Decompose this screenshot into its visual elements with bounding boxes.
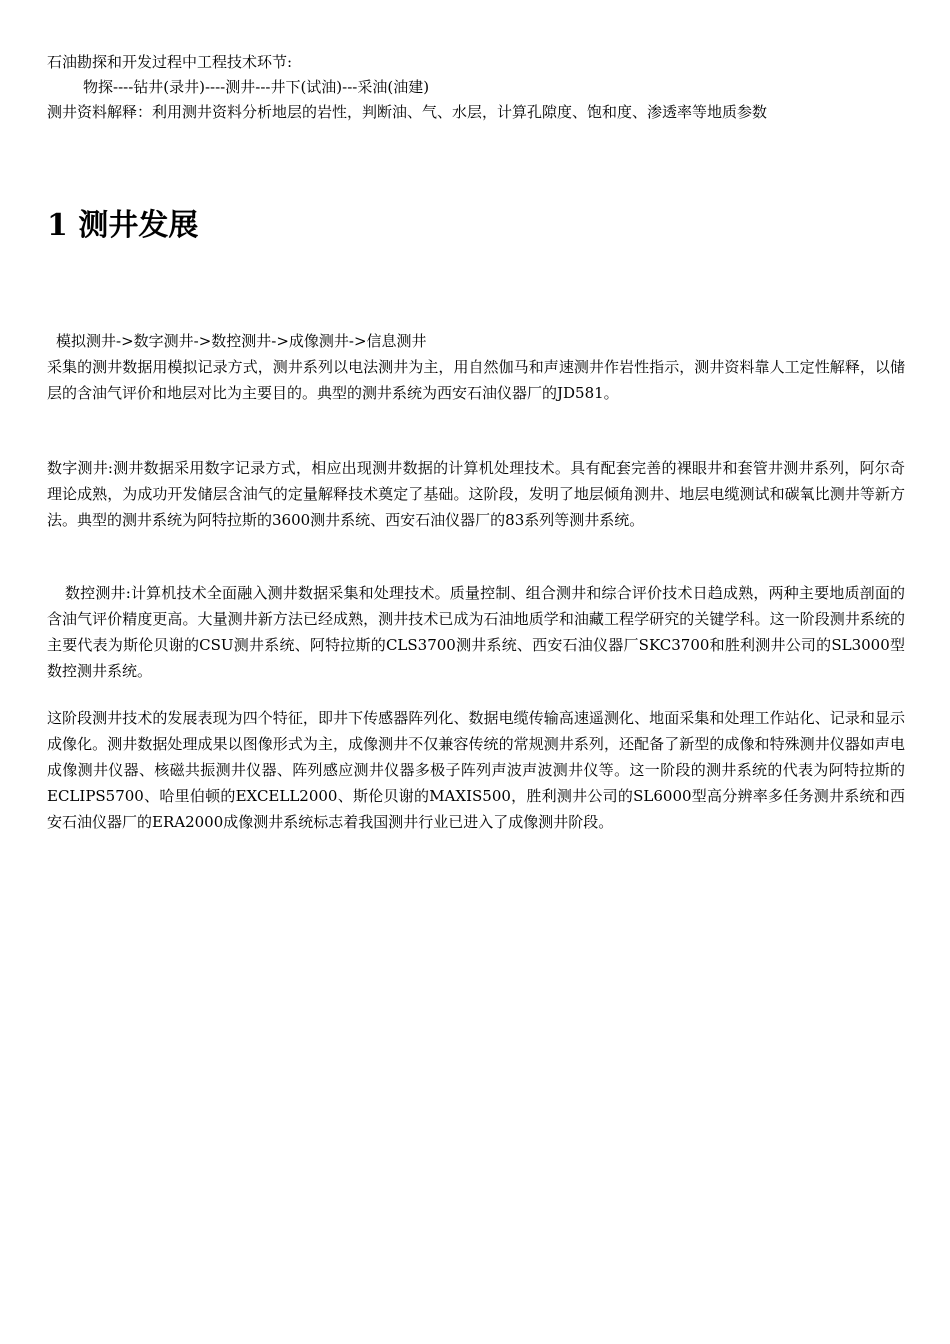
paragraph-imaging-logging: 这阶段测井技术的发展表现为四个特征，即井下传感器阵列化、数据电缆传输高速遥测化、地面采集和处理工作站化、记录和显示成像化。测井数据处理成果以图像形式为主，成像测井不仅兼容传统的常规测井系列，还配备了新型的成像和特殊测井仪器如声电成像测井仪器、核磁共振测井仪器、阵列感应测井仪器多极子阵列声波声波测井仪等。这一阶段的测井系统的代表为阿特拉斯的ECLIPS5700、哈里伯顿的EXCELL2000、斯伦贝谢的MAXIS500，胜利测井公司的SL6000型高分辨率多任务测井系统和西安石油仪器厂的ERA2000成像测井系统标志着我国测井行业已进入了成像测井阶段。 xyxy=(47,709,905,831)
paragraph-numerical-control-logging: 数控测井:计算机技术全面融入测井数据采集和处理技术。质量控制、组合测井和综合评价技术日趋成熟，两种主要地质剖面的含油气评价精度更高。大量测井新方法已经成熟，测井技术已成为石油地质学和油藏工程学研究的关键学科。这一阶段测井系统的主要代表为斯伦贝谢的CSU测井系统、阿特拉斯的CLS3700测井系统、西安石油仪器厂SKC3700和胜利测井公司的SL3000型数控测井系统。 xyxy=(47,584,905,680)
paragraph-digital-logging: 数字测井:测井数据采用数字记录方式，相应出现测井数据的计算机处理技术。具有配套完善的裸眼井和套管井测井系列，阿尔奇理论成熟，为成功开发储层含油气的定量解释技术奠定了基础。这阶段，发明了地层倾角测井、地层电缆测试和碳氧比测井等新方法。典型的测井系统为阿特拉斯的3600测井系统、西安石油仪器厂的83系列等测井系统。 xyxy=(47,459,905,529)
paragraph-analog-logging: 采集的测井数据用模拟记录方式，测井系列以电法测井为主，用自然伽马和声速测井作岩性指示，测井资料靠人工定性解释，以储层的含油气评价和地层对比为主要目的。典型的测井系统为西安石油仪器厂的JD581。 xyxy=(47,358,905,402)
section-heading: 1 测井发展 xyxy=(47,208,199,243)
intro-line-2: 物探----钻井(录井)----测井---井下(试油)---采油(油建) xyxy=(83,78,430,96)
evolution-sequence: 模拟测井->数字测井->数控测井->成像测井->信息测井 xyxy=(56,332,427,350)
intro-line-1: 石油勘探和开发过程中工程技术环节: xyxy=(47,53,293,71)
intro-line-3: 测井资料解释：利用测井资料分析地层的岩性，判断油、气、水层，计算孔隙度、饱和度、渗透率等地质参数 xyxy=(47,103,768,121)
